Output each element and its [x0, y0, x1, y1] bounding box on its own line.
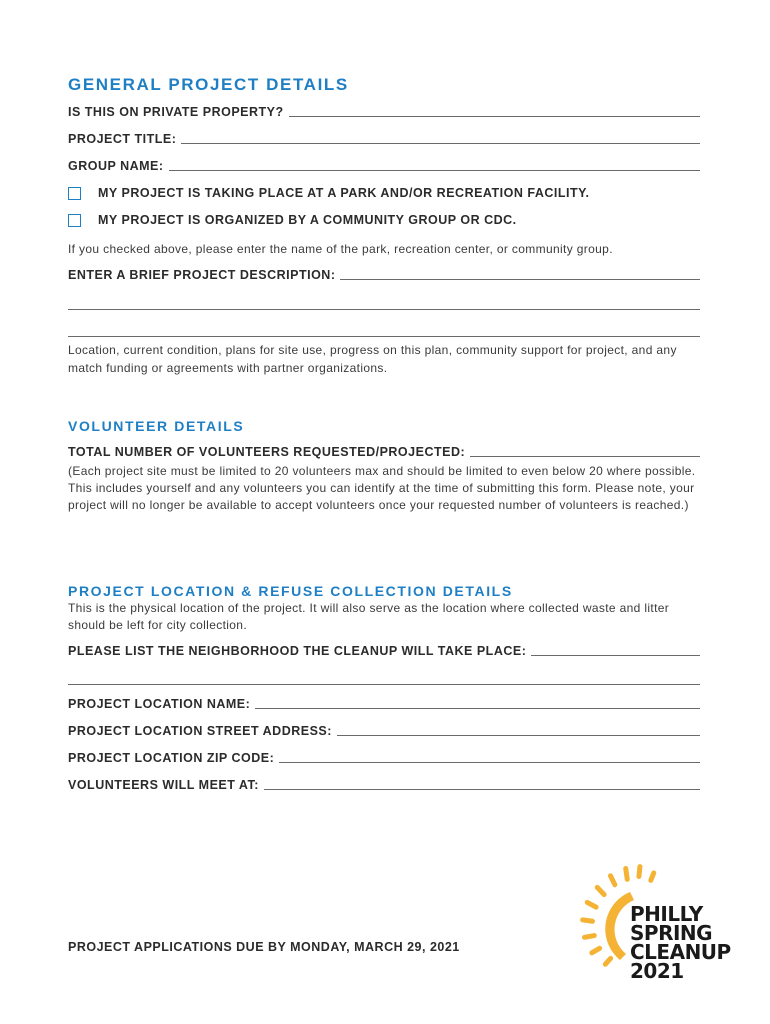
- private-property-label: IS THIS ON PRIVATE PROPERTY?: [68, 105, 284, 119]
- total-volunteers-field[interactable]: [68, 445, 700, 459]
- section-title-volunteer: VOLUNTEER DETAILS: [68, 418, 245, 434]
- community-group-checkbox-row[interactable]: [68, 213, 517, 227]
- street-address-label: PROJECT LOCATION STREET ADDRESS:: [68, 724, 332, 738]
- park-checkbox[interactable]: [68, 187, 81, 200]
- project-title-label: PROJECT TITLE:: [68, 132, 177, 146]
- private-property-field[interactable]: [68, 105, 700, 119]
- location-name-input-line[interactable]: [255, 707, 700, 709]
- logo-wordmark: [630, 902, 731, 983]
- deadline-text: PROJECT APPLICATIONS DUE BY MONDAY, MARCH 29, 2021: [68, 940, 460, 954]
- volunteer-note: (Each project site must be limited to 20 volunteers max and should be limited to even below 20 where possible. This includes yourself and any volunteers you can identify at the time of submitting this form. Please note, your project will no longer be available to accept volunteers once your requested number of volunteers is reached.): [68, 464, 696, 512]
- total-volunteers-label: TOTAL NUMBER OF VOLUNTEERS REQUESTED/PROJECTED:: [68, 445, 466, 459]
- park-checkbox-label: MY PROJECT IS TAKING PLACE AT A PARK AND/OR RECREATION FACILITY.: [98, 186, 590, 200]
- meet-at-input-line[interactable]: [264, 788, 700, 790]
- description-note: Location, current condition, plans for site use, progress on this plan, community support for project, and any match funding or agreements with partner organizations.: [68, 343, 677, 375]
- logo-line-4: 2021: [630, 959, 684, 983]
- neighborhood-input-line-1[interactable]: [531, 654, 700, 656]
- meet-at-field[interactable]: [68, 778, 700, 792]
- checked-note: If you checked above, please enter the name of the park, recreation center, or community group.: [68, 242, 613, 256]
- description-input-line-1[interactable]: [340, 278, 700, 280]
- meet-at-label: VOLUNTEERS WILL MEET AT:: [68, 778, 259, 792]
- group-name-label: GROUP NAME:: [68, 159, 164, 173]
- description-input-line-2[interactable]: [68, 309, 700, 310]
- group-name-input-line[interactable]: [169, 169, 700, 171]
- street-address-field[interactable]: [68, 724, 700, 738]
- community-group-checkbox[interactable]: [68, 214, 81, 227]
- location-name-label: PROJECT LOCATION NAME:: [68, 697, 251, 711]
- description-field[interactable]: [68, 268, 700, 282]
- zip-code-input-line[interactable]: [279, 761, 700, 763]
- zip-code-label: PROJECT LOCATION ZIP CODE:: [68, 751, 275, 765]
- park-checkbox-row[interactable]: [68, 186, 590, 200]
- neighborhood-input-line-2[interactable]: [68, 684, 700, 685]
- project-title-field[interactable]: [68, 132, 700, 146]
- neighborhood-field[interactable]: [68, 644, 700, 658]
- location-name-field[interactable]: [68, 697, 700, 711]
- logo-line-3: CLEANUP: [630, 940, 731, 964]
- location-note: This is the physical location of the project. It will also serve as the location where collected waste and litter should be left for city collection.: [68, 601, 670, 632]
- group-name-field[interactable]: [68, 159, 700, 173]
- description-input-line-3[interactable]: [68, 336, 700, 337]
- zip-code-field[interactable]: [68, 751, 700, 765]
- neighborhood-label: PLEASE LIST THE NEIGHBORHOOD THE CLEANUP WILL TAKE PLACE:: [68, 644, 527, 658]
- community-group-checkbox-label: MY PROJECT IS ORGANIZED BY A COMMUNITY GROUP OR CDC.: [98, 213, 517, 227]
- section-title-general: GENERAL PROJECT DETAILS: [68, 75, 349, 94]
- street-address-input-line[interactable]: [337, 734, 700, 736]
- philly-spring-cleanup-logo: [578, 862, 738, 984]
- section-title-location: PROJECT LOCATION & REFUSE COLLECTION DETAILS: [68, 583, 513, 599]
- total-volunteers-input-line[interactable]: [470, 455, 700, 457]
- private-property-input-line[interactable]: [289, 115, 700, 117]
- logo-line-1: PHILLY: [630, 902, 703, 926]
- project-title-input-line[interactable]: [181, 142, 700, 144]
- logo-line-2: SPRING: [630, 921, 713, 945]
- description-label: ENTER A BRIEF PROJECT DESCRIPTION:: [68, 268, 336, 282]
